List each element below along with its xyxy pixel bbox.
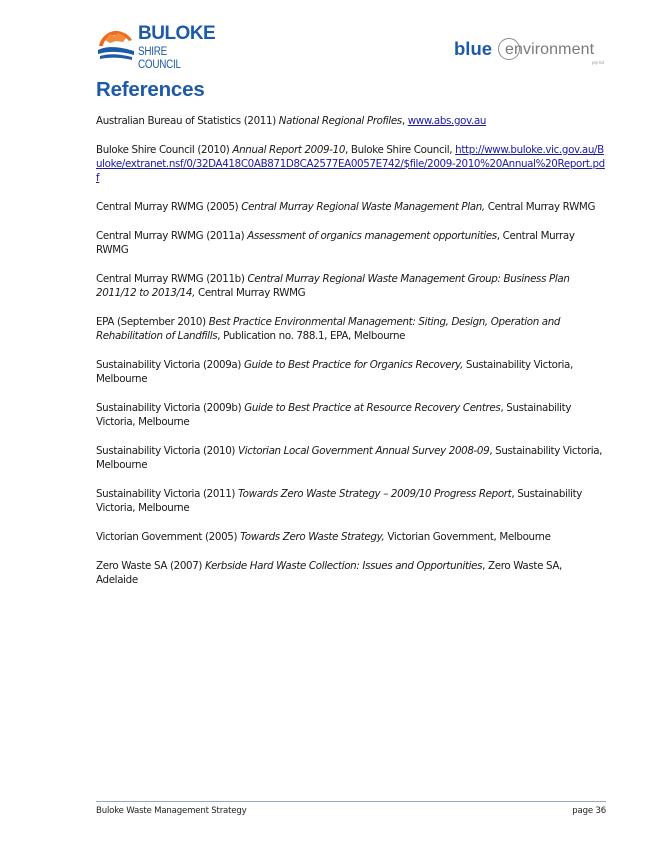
reference-author-year: Central Murray RWMG (2011a) <box>96 230 248 242</box>
reference-title: Victorian Local Government Annual Survey 2008-09 <box>238 445 490 457</box>
references-list <box>96 114 606 602</box>
reference-entry <box>96 401 606 429</box>
reference-entry <box>96 315 606 343</box>
reference-title: Central Murray Regional Waste Management Group: Business Plan 2011/12 to 2013/14, <box>96 273 570 299</box>
reference-title: Guide to Best Practice for Organics Recovery, <box>243 359 463 371</box>
reference-author-year: Zero Waste SA (2007) <box>96 560 206 572</box>
reference-entry <box>96 444 606 472</box>
reference-publisher: , Sustainability Victoria, Melbourne <box>96 488 583 514</box>
reference-publisher: Victorian Government, Melbourne <box>384 531 551 543</box>
reference-entry <box>96 143 606 185</box>
logo-text-pty-ltd: pty ltd <box>592 60 605 65</box>
logo-text-environment: environment <box>505 41 595 58</box>
page-header <box>0 0 661 80</box>
buloke-shire-logo <box>96 22 216 71</box>
reference-publisher: , Zero Waste SA, Adelaide <box>96 560 562 586</box>
reference-author-year: Sustainability Victoria (2010) <box>96 445 239 457</box>
reference-entry <box>96 272 606 300</box>
reference-author-year: Victorian Government (2005) <box>96 531 241 543</box>
blue-environment-logo <box>454 38 606 68</box>
page-title: References <box>96 78 205 101</box>
reference-publisher: Central Murray RWMG <box>484 201 596 213</box>
buloke-map-icon <box>96 24 136 64</box>
reference-publisher: , Publication no. 788.1, EPA, Melbourne <box>217 330 406 342</box>
reference-publisher: Central Murray RWMG <box>195 287 306 299</box>
reference-entry <box>96 114 606 128</box>
reference-publisher: Sustainability Victoria, Melbourne <box>96 359 573 385</box>
reference-author-year: Central Murray RWMG (2011b) <box>96 273 248 285</box>
reference-author-year: Sustainability Victoria (2009a) <box>96 359 244 371</box>
reference-author-year: Central Murray RWMG (2005) <box>96 201 242 213</box>
reference-title: Best Practice Environmental Management: Siting, Design, Operation and Rehabilitation of Landfills <box>96 316 561 342</box>
footer-document-title: Buloke Waste Management Strategy <box>96 806 247 816</box>
reference-entry <box>96 358 606 386</box>
reference-entry <box>96 200 606 214</box>
reference-author-year: Sustainability Victoria (2009b) <box>96 402 245 414</box>
reference-publisher: , Sustainability Victoria, Melbourne <box>96 402 572 428</box>
reference-entry <box>96 559 606 587</box>
reference-author-year: EPA (September 2010) <box>96 316 209 328</box>
reference-entry <box>96 530 606 544</box>
reference-link[interactable]: www.abs.gov.au <box>407 115 487 127</box>
footer-divider <box>96 801 606 802</box>
reference-title: Central Murray Regional Waste Management Plan, <box>241 201 485 213</box>
logo-text-shire-council: SHIRE COUNCIL <box>138 46 181 71</box>
reference-title: Towards Zero Waste Strategy – 2009/10 Progress Report <box>238 488 512 500</box>
reference-title: Assessment of organics management opportunities <box>247 230 497 242</box>
reference-publisher: , Central Murray RWMG <box>96 230 575 256</box>
logo-text-buloke: BULOKE <box>138 23 216 44</box>
reference-link[interactable]: http://www.buloke.vic.gov.au/Buloke/extranet.nsf/0/32DA418C0AB871D8CA2577EA0057E742/$file/2009-2010%20Annual%20Report.pdf <box>96 144 605 184</box>
footer-page-number: page 36 <box>572 806 606 816</box>
reference-entry <box>96 229 606 257</box>
reference-publisher: , Buloke Shire Council, <box>345 144 456 156</box>
logo-text-blue: blue <box>454 38 493 59</box>
reference-publisher: , <box>401 115 408 127</box>
reference-title: National Regional Profiles <box>278 115 402 127</box>
reference-author-year: Sustainability Victoria (2011) <box>96 488 239 500</box>
reference-title: Guide to Best Practice at Resource Recovery Centres <box>244 402 501 414</box>
reference-title: Kerbside Hard Waste Collection: Issues and Opportunities <box>205 560 483 572</box>
reference-author-year: Buloke Shire Council (2010) <box>96 144 233 156</box>
reference-author-year: Australian Bureau of Statistics (2011) <box>96 115 279 127</box>
reference-title: Annual Report 2009-10 <box>232 144 346 156</box>
reference-entry <box>96 487 606 515</box>
reference-title: Towards Zero Waste Strategy, <box>240 531 385 543</box>
reference-publisher: , Sustainability Victoria, Melbourne <box>96 445 603 471</box>
